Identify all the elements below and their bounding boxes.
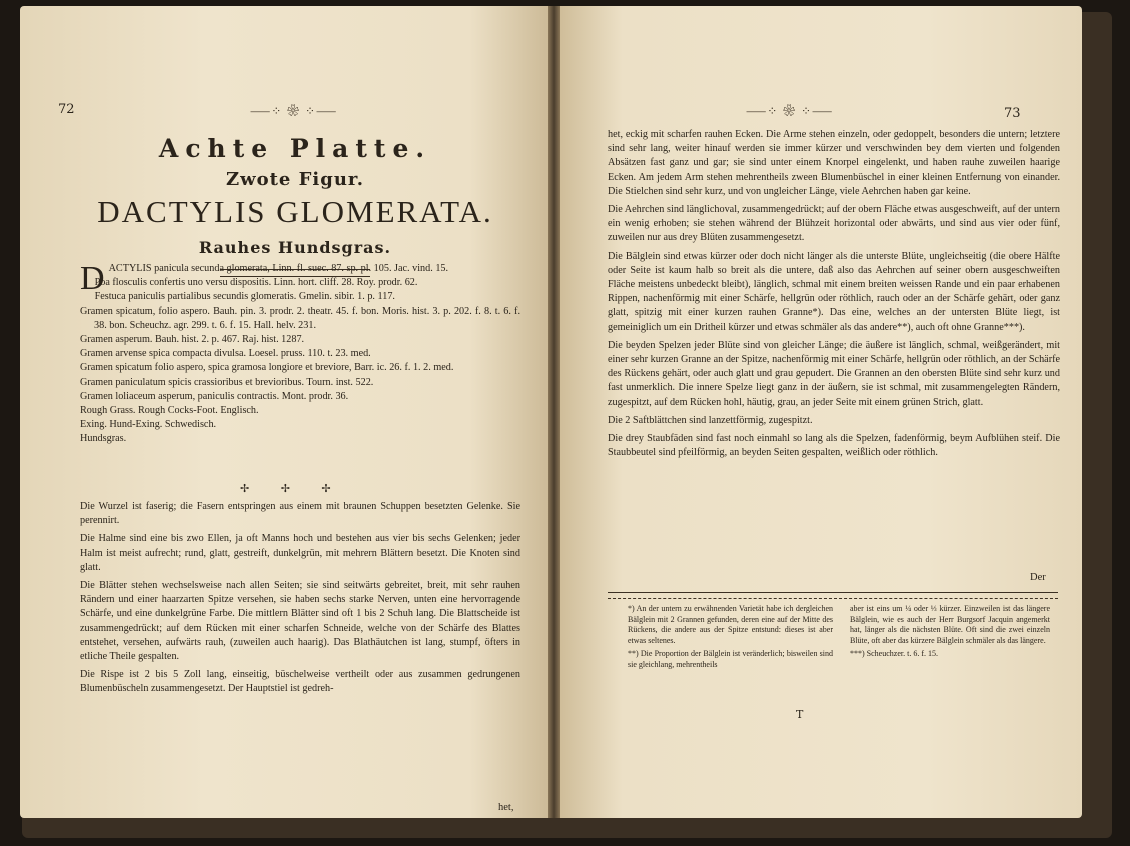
title-block: [80, 134, 510, 277]
synonym-list: [80, 262, 520, 447]
page-number-left: 72: [58, 102, 75, 117]
description-paragraph: Die beyden Spelzen jeder Blüte sind von gleicher Länge; die äußere ist länglich, schmal, weißgerändert, mit einer sehr kurzen Granne an der Spitze, nachenförmig mit einer Schärfe, hellgrün oder röthlich, an der Schärfe des Rückens gehärt, oder auch glatt und grau gepudert. Die Grannen an den obersten Blüte sind sehr kurz und fast unmerklich. Die innere Spelze liegt ganz in der äußern, sie ist schmal, mit zusammengelegten Rändern, zugespitzt, auf dem Rücken hohl, häutig, grau, an jeder Seite mit einem grünen Strich, glatt.: [608, 339, 1060, 408]
footnotes-column-2: [850, 604, 1050, 660]
description-paragraph: Die Aehrchen sind länglichoval, zusammengedrückt; auf der obern Fläche etwas ausgeschweift, auf der untern ein wenig erhoben; sie stehen während der Blühzeit horizontal oder abwärts, und sind aus vier oder fünf, zuweilen nur aus drey Blüten zusammengesetzt.: [608, 204, 1060, 244]
description-right: [608, 128, 1060, 464]
synonym-item: Festuca paniculis partialibus secundis glomeratis. Gmelin. sibir. 1. p. 117.: [94, 291, 395, 303]
footnote-rule: [608, 592, 1058, 599]
right-page: [560, 6, 1082, 818]
figure-subtitle: Zwote Figur.: [225, 169, 365, 190]
catchword-right: Der: [1030, 572, 1046, 583]
footnote: aber ist eins um ¼ oder ⅓ kürzer. Einzweilen ist das längere Bälglein, wie es auch der Herr Burgsorf Jacquin angemerkt hat, länger als die nächsten Blüte. Oft sind die zwei einzeln Blüte, oft aber das kürzere Bälglein schmäler als das längere.: [850, 604, 1050, 645]
synonym-item: Gramen loliaceum asperum, paniculis contractis. Mont. prodr. 36.: [80, 390, 349, 402]
description-paragraph: Die 2 Saftblättchen sind lanzettförmig, zugespitzt.: [608, 414, 813, 426]
synonym-item: Gramen spicatum folio aspero, spica gramosa longiore et breviore, Barr. ic. 26. f. 1. 2. med.: [80, 362, 454, 374]
description-paragraph: Die Wurzel ist faserig; die Fasern entspringen aus einem mit braunen Schuppen besetzten Gelenke. Sie perennirt.: [80, 501, 520, 527]
description-paragraph: Die Bälglein sind etwas kürzer oder doch nicht länger als die unterste Blüte, ungleichseitig (die obere Hälfte oder Seite ist kaum halb so breit als die untere, daß also das Aehrchen auf seiner obern ausgeschweiften Fläche meistens unbedeckt bleibt), länglich, schmal mit einem breiten weissen Rande und ein paar erhabenen Rippen, nachenförmig mit einer Schärfe, hellgrün oder röthlich, rauch oder an der Schärfe gehärt, oder ganz glatt, spitzig mit einer kurzen rauhen Granne*). Das eine, welches an der untersten Blüte liegt, ist gemeiniglich um ein Dritheil kürzer und etwas schmäler als das andere**), auch oft ohne Granne***).: [608, 250, 1060, 333]
book-gutter: [548, 6, 560, 818]
synonym-item: Gramen spicatum, folio aspero. Bauh. pin. 3. prodr. 2. theatr. 45. f. bon. Moris. hist. 3. p. 202. f. 8. t. 6. f. 38. bon. Scheuchz. agr. 299. t. 6. f. 15. Hall. helv. 231.: [80, 305, 520, 331]
signature-mark: T: [796, 708, 804, 721]
drop-cap: D: [80, 260, 105, 297]
synonym-item: Rough Grass. Rough Cocks-Foot. Englisch.: [80, 405, 259, 417]
description-paragraph: Die Blätter stehen wechselsweise nach allen Seiten; sie sind seitwärts gebreitet, breit, mit sehr rauhen Rändern und einer haarzarten Spitze versehen, sie haben sechs starke Nerven, unten eine hervorragende Schärfe, und eine dunkelgrüne Farbe. Die mittlern Blätter sind oft 1 bis 2 Schuh lang. Die Blattscheide ist zusammengedrückt; auf dem Rücken mit einer scharfen Schneide, welche von der Schärfe des Blattes entstehet, versehen, aufwärts rauh, (zuweilen auch haarig). Das Blathäutchen ist lang, stumpf, öfters in etliche Theile gespalten.: [80, 580, 520, 663]
synonym-item: Gramen arvense spica compacta divulsa. Loesel. pruss. 110. t. 23. med.: [80, 348, 371, 360]
catchword-left: het,: [498, 802, 514, 813]
footnotes-column-1: [628, 604, 833, 671]
header-ornament-right: ⸺⁘ ❀ ⁘⸺: [746, 104, 834, 118]
synonym-item: Exing. Hund-Exing. Schwedisch.: [80, 419, 217, 431]
synonym-item: Hundsgras.: [80, 433, 127, 445]
synonym-item: Gramen paniculatum spicis crassioribus et brevioribus. Tourn. inst. 522.: [80, 376, 374, 388]
section-separator: ✢ ✢ ✢: [240, 482, 345, 495]
description-paragraph: het, eckig mit scharfen rauhen Ecken. Die Arme stehen einzeln, oder gedoppelt, besonders die untern; letztere sind sehr lang, weiter hinauf werden sie immer kürzer und verschwinden bey dem vierten und folgenden Absätzen fast ganz und gar; sie sind unter einem Knorpel eingelenkt, und haben rauhe zuweilen haarige Ecken. Am jedem Arm stehen mehrentheils zween Blumenbüschel in einer kleinen Entfernung von einander. Die Stielchen sind sehr kurz, und von ungleicher Länge, viele Aehrchen haben gar keine.: [608, 129, 1060, 197]
latin-name: DACTYLIS GLOMERATA.: [97, 194, 493, 229]
left-page: [20, 6, 548, 818]
header-ornament-left: ⸺⁘ ❀ ⁘⸺: [250, 104, 338, 118]
page-number-right: 73: [1004, 106, 1021, 121]
german-name: Rauhes Hundsgras.: [198, 238, 392, 257]
description-left: [80, 500, 520, 701]
footnote: **) Die Proportion der Bälglein ist veränderlich; bisweilen sind sie gleichlang, mehrentheils: [628, 649, 833, 669]
description-paragraph: Die Rispe ist 2 bis 5 Zoll lang, einseitig, büschelweise vertheilt oder aus zusammen gedrungenen Blumenbüscheln zusammengesetzt. Der Hauptstiel ist gedreh-: [80, 669, 520, 695]
footnote: ***) Scheuchzer. t. 6. f. 15.: [850, 649, 938, 659]
synonym-item: Poa flosculis confertis uno versu dispositis. Linn. hort. cliff. 28. Roy. prodr. 62.: [94, 277, 418, 289]
footnote: *) An der untern zu erwähnenden Varietät habe ich dergleichen Bälglein mit 2 Grannen gefunden, deren eine auf der Mitte des Rückens, die andere aus der Spitze entstund: dieses ist aber etwas seltenes.: [628, 604, 833, 645]
plate-title: Achte Platte.: [158, 134, 432, 163]
synonym-item: Gramen asperum. Bauh. hist. 2. p. 467. Raj. hist. 1287.: [80, 334, 305, 346]
description-paragraph: Die drey Staubfäden sind fast noch einmahl so lang als die Spelzen, fadenförmig, beym Aufblühen steif. Die Staubbeutel sind pfeilförmig, an beyden Seiten gespalten, weißlich oder röthlich.: [608, 433, 1060, 459]
synonym-item: ACTYLIS panicula secunda glomerata, Linn. fl. suec. 87. sp. pl. 105. Jac. vind. 15.: [108, 263, 449, 274]
description-paragraph: Die Halme sind eine bis zwo Ellen, ja oft Manns hoch und bestehen aus vier bis sechs Gelenken; jeder Halm ist meist aufrecht; rund, glatt, gestreift, dunkelgrün, mit mehrern Blättern besetzt. Die Knoten sind glatt.: [80, 533, 520, 573]
